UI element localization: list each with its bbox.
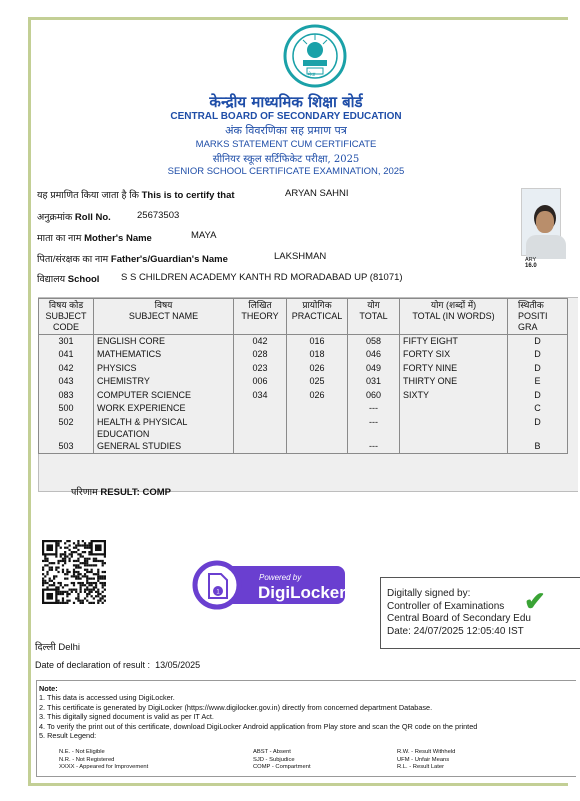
table-cell-words: THIRTY ONE bbox=[400, 375, 508, 389]
table-cell-code: 301 bbox=[39, 335, 94, 349]
father-name: LAKSHMAN bbox=[274, 251, 327, 262]
note-line-1: 1. This data is accessed using DigiLocker. bbox=[39, 693, 175, 703]
table-cell-practical bbox=[287, 440, 348, 454]
photo-caption: ARY 16.0 bbox=[525, 257, 537, 269]
table-cell-words bbox=[400, 402, 508, 416]
table-cell-grade: D bbox=[508, 335, 568, 349]
father-label: पिता/संरक्षक का नाम Father's/Guardian's Name bbox=[37, 254, 228, 265]
table-cell-words bbox=[400, 440, 508, 454]
certificate-frame bbox=[28, 17, 568, 786]
table-cell-total: 060 bbox=[348, 389, 400, 403]
table-cell-grade: D bbox=[508, 362, 568, 376]
table-cell-total: 046 bbox=[348, 348, 400, 362]
exam-name-hindi: सीनियर स्कूल सर्टिफिकेट परीक्षा, 2025 bbox=[212, 154, 360, 165]
table-cell-name: CHEMISTRY bbox=[94, 375, 234, 389]
table-cell-total: --- bbox=[348, 416, 400, 440]
board-name-english: CENTRAL BOARD OF SECONDARY EDUCATION bbox=[170, 111, 402, 122]
table-cell-practical: 018 bbox=[287, 348, 348, 362]
table-cell-grade: E bbox=[508, 375, 568, 389]
table-cell-code: 043 bbox=[39, 375, 94, 389]
col-subject-name: विषय SUBJECT NAME bbox=[94, 299, 234, 335]
note-line-3: 3. This digitally signed document is valid as per IT Act. bbox=[39, 712, 214, 722]
note-line-5: 5. Result Legend: bbox=[39, 731, 97, 741]
cbse-emblem-icon bbox=[283, 24, 347, 88]
table-cell-theory bbox=[234, 402, 287, 416]
col-total-words: योग (शब्दों में) TOTAL (IN WORDS) bbox=[400, 299, 508, 335]
table-cell-total: 049 bbox=[348, 362, 400, 376]
roll-label: अनुक्रमांक Roll No. bbox=[37, 212, 111, 223]
marks-table bbox=[38, 298, 568, 454]
table-cell-theory: 006 bbox=[234, 375, 287, 389]
table-row bbox=[39, 375, 568, 389]
certify-label: यह प्रमाणित किया जाता है कि This is to certify that bbox=[37, 190, 235, 201]
signature-line-1: Digitally signed by: bbox=[387, 588, 471, 599]
digilocker-brand-text: DigiLocker bbox=[258, 583, 346, 602]
document-title-hindi: अंक विवरणिका सह प्रमाण पत्र bbox=[225, 124, 347, 137]
table-row bbox=[39, 402, 568, 416]
notes-box bbox=[36, 680, 576, 777]
col-positional-grade: स्थितीक POSITI GRA bbox=[508, 299, 568, 335]
table-cell-practical: 025 bbox=[287, 375, 348, 389]
candidate-name: ARYAN SAHNI bbox=[285, 188, 349, 199]
table-cell-practical bbox=[287, 402, 348, 416]
table-cell-name: COMPUTER SCIENCE bbox=[94, 389, 234, 403]
table-cell-code: 083 bbox=[39, 389, 94, 403]
table-cell-code: 041 bbox=[39, 348, 94, 362]
signature-line-2: Controller of Examinations bbox=[387, 600, 505, 612]
table-cell-name: GENERAL STUDIES bbox=[94, 440, 234, 454]
col-practical: प्रायोगिक PRACTICAL bbox=[287, 299, 348, 335]
school-label: विद्यालय School bbox=[37, 274, 100, 285]
table-cell-words: SIXTY bbox=[400, 389, 508, 403]
table-row bbox=[39, 362, 568, 376]
table-cell-words bbox=[400, 416, 508, 440]
note-line-2: 2. This certificate is generated by DigiLocker (https://www.digilocker.gov.in) directly from concerned department Database. bbox=[39, 702, 433, 712]
mother-name: MAYA bbox=[191, 230, 217, 241]
exam-name-english: SENIOR SCHOOL CERTIFICATE EXAMINATION, 2025 bbox=[167, 166, 405, 177]
table-cell-name: WORK EXPERIENCE bbox=[94, 402, 234, 416]
table-cell-grade: B bbox=[508, 440, 568, 454]
digilocker-powered-text: Powered by bbox=[259, 573, 302, 582]
emblem-caption: मेधा bbox=[308, 72, 316, 78]
place-of-issue: दिल्ली Delhi bbox=[35, 642, 80, 653]
col-subject-code: विषय कोड SUBJECT CODE bbox=[39, 299, 94, 335]
table-cell-code: 502 bbox=[39, 416, 94, 440]
table-cell-name: ENGLISH CORE bbox=[94, 335, 234, 349]
notes-title: Note: bbox=[39, 684, 58, 693]
table-cell-code: 503 bbox=[39, 440, 94, 454]
result-line: परिणाम RESULT: COMP bbox=[71, 487, 171, 498]
table-cell-practical bbox=[287, 416, 348, 440]
board-name-hindi: केन्द्रीय माध्यमिक शिक्षा बोर्ड bbox=[209, 93, 363, 111]
table-cell-grade: D bbox=[508, 389, 568, 403]
table-row bbox=[39, 389, 568, 403]
table-cell-words: FORTY NINE bbox=[400, 362, 508, 376]
note-line-4: 4. To verify the print out of this certificate, download DigiLocker Android application from Play store and scan the QR code on the printed bbox=[39, 721, 478, 731]
legend-col-1: N.E. - Not Eligible N.R. - Not Registered XXXX - Appeared for Improvement bbox=[59, 749, 149, 771]
table-cell-total: --- bbox=[348, 402, 400, 416]
digilocker-badge bbox=[195, 558, 345, 608]
table-row bbox=[39, 348, 568, 362]
svg-text:1: 1 bbox=[216, 589, 220, 596]
table-cell-grade: D bbox=[508, 416, 568, 440]
col-theory: लिखित THEORY bbox=[234, 299, 287, 335]
mother-label: माता का नाम Mother's Name bbox=[37, 233, 152, 244]
table-cell-theory bbox=[234, 416, 287, 440]
legend-col-2: ABST - Absent SJD - Subjudice COMP - Compartment bbox=[253, 749, 311, 771]
table-cell-theory: 034 bbox=[234, 389, 287, 403]
legend-col-3: R.W. - Result Withheld UFM - Unfair Means R.L. - Result Later bbox=[397, 749, 456, 771]
table-cell-name: HEALTH & PHYSICAL EDUCATION bbox=[94, 416, 234, 440]
table-cell-theory bbox=[234, 440, 287, 454]
table-header-row bbox=[39, 299, 568, 335]
qr-code-icon bbox=[42, 520, 106, 632]
table-cell-practical: 016 bbox=[287, 335, 348, 349]
table-cell-total: --- bbox=[348, 440, 400, 454]
table-row bbox=[39, 335, 568, 349]
roll-number: 25673503 bbox=[137, 210, 180, 221]
col-total: योग TOTAL bbox=[348, 299, 400, 335]
table-cell-total: 058 bbox=[348, 335, 400, 349]
table-cell-practical: 026 bbox=[287, 362, 348, 376]
table-cell-theory: 042 bbox=[234, 335, 287, 349]
table-cell-theory: 028 bbox=[234, 348, 287, 362]
table-cell-code: 042 bbox=[39, 362, 94, 376]
table-cell-theory: 023 bbox=[234, 362, 287, 376]
table-cell-practical: 026 bbox=[287, 389, 348, 403]
school-name: S S CHILDREN ACADEMY KANTH RD MORADABAD UP (81071) bbox=[121, 272, 403, 283]
table-cell-code: 500 bbox=[39, 402, 94, 416]
signature-line-4: Date: 24/07/2025 12:05:40 IST bbox=[387, 625, 524, 637]
document-title-english: MARKS STATEMENT CUM CERTIFICATE bbox=[195, 139, 377, 150]
table-cell-grade: C bbox=[508, 402, 568, 416]
digital-signature-box bbox=[380, 577, 580, 649]
table-cell-name: MATHEMATICS bbox=[94, 348, 234, 362]
verified-check-icon: ✔ bbox=[524, 586, 546, 616]
table-cell-total: 031 bbox=[348, 375, 400, 389]
table-row bbox=[39, 440, 568, 454]
table-cell-name: PHYSICS bbox=[94, 362, 234, 376]
table-cell-words: FIFTY EIGHT bbox=[400, 335, 508, 349]
declaration-date: Date of declaration of result : 13/05/2025 bbox=[35, 660, 201, 670]
table-cell-grade: D bbox=[508, 348, 568, 362]
table-row bbox=[39, 416, 568, 440]
signature-line-3: Central Board of Secondary Edu bbox=[387, 613, 531, 624]
table-cell-words: FORTY SIX bbox=[400, 348, 508, 362]
candidate-photo bbox=[521, 188, 561, 256]
